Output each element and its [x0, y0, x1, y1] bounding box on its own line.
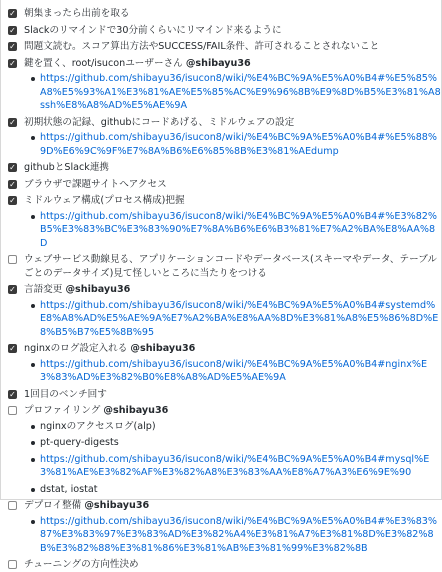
task-checkbox[interactable]: ✓ [9, 344, 16, 353]
task-text: プロファイリング [24, 405, 104, 416]
task-checkbox[interactable]: ✓ [9, 179, 16, 189]
task-item [7, 404, 441, 496]
task-checkbox[interactable] [8, 560, 17, 569]
task-item [7, 388, 441, 402]
task-item [7, 499, 441, 555]
task-text: nginxのログ設定入れる [24, 343, 131, 354]
sub-list-item [30, 131, 441, 158]
sub-list-item [30, 515, 441, 556]
task-checkbox[interactable]: ✓ [9, 285, 16, 294]
sub-list-item [30, 72, 441, 113]
task-text: ブラウザで課題サイトへアクセス [24, 178, 167, 190]
sub-list-item [30, 299, 441, 340]
sub-list [24, 131, 441, 158]
task-text: 鍵を置く、root/isuconユーザーさん [24, 57, 186, 69]
task-text: Slackのリマインドで30分前くらいにリマインド来るように [24, 24, 282, 36]
wiki-link[interactable]: https://github.com/shibayu36/isucon8/wiki/%E4%BC%9A%E5%A0%B4#%E5%85%A8%E5%93%A1%E3%81%AE%E5%85%AC%E9%96%8B%E9%8D%B5%E3%81%A8ssh%E8%A8%AD%E5%AE%9A [40, 73, 441, 111]
task-item [7, 178, 441, 192]
task-item [7, 161, 441, 175]
wiki-link[interactable]: https://github.com/shibayu36/isucon8/wiki/%E4%BC%9A%E5%A0%B4#nginx%E3%83%AD%E3%82%B0%E8%A8%AD%E5%AE%9A [40, 358, 428, 383]
task-text: 言語変更 [24, 284, 66, 295]
task-checkbox[interactable] [8, 501, 17, 510]
user-mention[interactable]: @shibayu36 [103, 405, 169, 416]
sub-list-item [30, 483, 441, 497]
sub-list-item [30, 358, 441, 385]
user-mention[interactable]: @shibayu36 [84, 500, 150, 511]
task-item [7, 558, 441, 572]
task-text: 問題文読む。スコア算出方法やSUCCESS/FAIL条件、許可されることされないこと [24, 41, 380, 52]
bullet-icon [31, 77, 35, 81]
user-mention[interactable]: @shibayu36 [185, 57, 251, 69]
task-checkbox[interactable]: ✓ [9, 25, 16, 35]
task-text: 1回目のベンチ回す [24, 388, 107, 400]
task-item [7, 283, 441, 339]
task-item [7, 57, 441, 113]
sub-list [24, 299, 441, 340]
task-list [1, 0, 441, 572]
task-item [7, 342, 441, 385]
task-checkbox[interactable]: ✓ [9, 117, 16, 127]
sub-list [24, 420, 441, 497]
bullet-icon [31, 363, 35, 367]
sub-list-item [30, 453, 441, 480]
sub-list [24, 358, 441, 385]
task-item [7, 40, 441, 54]
task-checkbox[interactable]: ✓ [9, 163, 16, 172]
bullet-icon [31, 136, 35, 140]
task-item [7, 253, 441, 280]
task-text: チューニングの方向性決め [24, 559, 139, 570]
task-checkbox[interactable]: ✓ [9, 196, 16, 205]
task-text: 初期状態の記録、githubにコードあげる、ミドルウェアの設定 [24, 116, 295, 128]
sub-list-item [30, 420, 441, 434]
wiki-link[interactable]: https://github.com/shibayu36/isucon8/wiki/%E4%BC%9A%E5%A0%B4#mysql%E3%81%AE%E3%82%AF%E3%82%A8%E3%83%AA%E8%A7%A3%E6%9E%90 [40, 453, 430, 478]
sub-list-item [30, 210, 441, 251]
sub-item-text: dstat, iostat [40, 483, 98, 495]
task-text: githubとSlack連携 [24, 162, 110, 173]
wiki-link[interactable]: https://github.com/shibayu36/isucon8/wiki/%E4%BC%9A%E5%A0%B4#%E3%83%87%E3%83%97%E3%83%AD%E3%82%A4%E3%81%A7%E3%81%8D%E3%82%8B%E3%82%88%E3%81%86%E3%81%AB%E3%81%99%E3%82%8B [40, 515, 438, 554]
wiki-link[interactable]: https://github.com/shibayu36/isucon8/wiki/%E4%BC%9A%E5%A0%B4#%E5%88%9D%E6%9C%9F%E7%8A%B6%E6%85%8B%E3%81%AEdump [40, 132, 438, 157]
bullet-icon [31, 425, 35, 429]
user-mention[interactable]: @shibayu36 [65, 284, 131, 295]
task-item [7, 116, 441, 159]
bullet-icon [31, 304, 35, 308]
bullet-icon [31, 441, 35, 445]
wiki-link[interactable]: https://github.com/shibayu36/isucon8/wiki/%E4%BC%9A%E5%A0%B4#systemd%E8%A8%AD%E5%AE%9A%E7%A2%BA%E8%AA%8D%E3%81%A8%E5%86%8D%E8%B5%B7%E5%8B%95 [40, 299, 439, 338]
task-checkbox[interactable]: ✓ [9, 9, 16, 18]
sub-item-text: nginxのアクセスログ(alp) [40, 420, 156, 432]
sub-list [24, 72, 441, 113]
task-checkbox[interactable]: ✓ [9, 58, 16, 68]
sub-item-text: pt-query-digests [40, 437, 119, 448]
bullet-icon [31, 458, 35, 462]
task-text: デプロイ整備 [24, 500, 85, 511]
sub-list [24, 515, 441, 556]
bullet-icon [31, 520, 35, 524]
task-checkbox[interactable] [8, 255, 17, 264]
wiki-link[interactable]: https://github.com/shibayu36/isucon8/wiki/%E4%BC%9A%E5%A0%B4#%E3%82%B5%E3%83%BC%E3%83%90%E7%8A%B6%E6%B3%81%E7%A2%BA%E8%AA%8D [40, 210, 438, 249]
task-item [7, 24, 441, 38]
task-checkbox[interactable]: ✓ [9, 42, 16, 51]
bullet-icon [31, 215, 35, 219]
task-item [7, 7, 441, 21]
sub-list [24, 210, 441, 251]
task-text: 朝集まったら出前を取る [24, 8, 130, 19]
user-mention[interactable]: @shibayu36 [130, 343, 196, 354]
task-checkbox[interactable] [8, 406, 17, 415]
task-checkbox[interactable]: ✓ [9, 389, 16, 399]
sub-list-item [30, 436, 441, 450]
bullet-icon [31, 488, 35, 492]
task-text: ウェブサービス動線見る、アプリケーションコードやデータベース(スキーマやデータ、テーブルごとのデータサイズ)見て怪しいところに当たりをつける [24, 254, 438, 279]
task-item [7, 194, 441, 250]
task-text: ミドルウェア構成(プロセス構成)把握 [24, 195, 185, 206]
